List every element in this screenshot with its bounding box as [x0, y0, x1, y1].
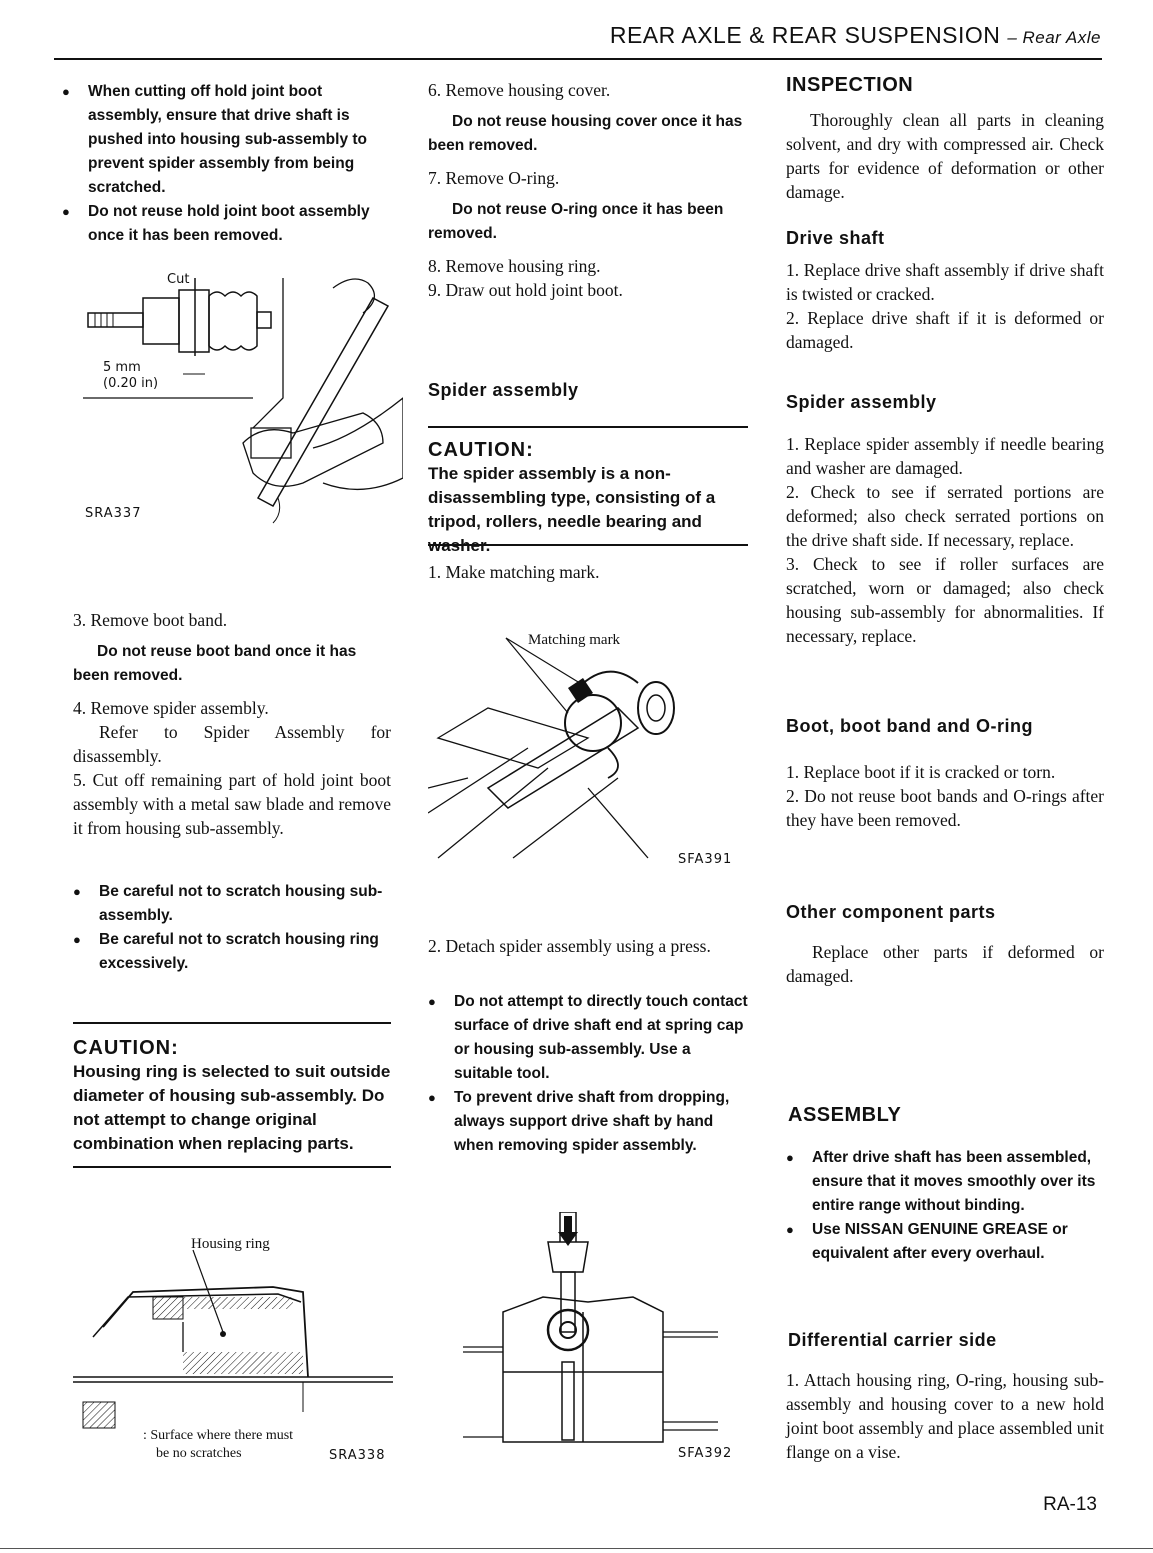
- caution-title: CAUTION:: [73, 1037, 179, 1059]
- spider-check-3: 3. Check to see if roller surfaces are scratched, worn or damaged; also check housing sub-assembly for abnormalities. If necessary, replace.: [786, 554, 1104, 646]
- step-5: 5. Cut off remaining part of hold joint boot assembly with a metal saw blade and remove it from housing sub-assembly.: [73, 770, 391, 838]
- section-heading: ASSEMBLY: [788, 1104, 902, 1126]
- step-9: 9. Draw out hold joint boot.: [428, 280, 623, 300]
- subsection-heading: Drive shaft: [786, 228, 885, 248]
- section-heading: Spider assembly: [428, 380, 579, 400]
- caution-text: The spider assembly is a non-disassembling type, consisting of a tripod, rollers, needle bearing and: [428, 464, 716, 531]
- subsection-heading: Other component parts: [786, 902, 996, 922]
- figure-code: SFA392: [678, 1446, 733, 1461]
- caution-rule-top: [73, 1022, 391, 1024]
- drive-shaft-2: 2. Replace drive shaft if it is deformed or damaged.: [786, 308, 1104, 352]
- subsection-heading: Differential carrier side: [788, 1330, 997, 1350]
- figure-sra338: [73, 1232, 393, 1432]
- fig-label-housing-ring: Housing ring: [191, 1236, 270, 1252]
- page-number: RA-13: [1043, 1494, 1097, 1515]
- inspection-text: Thoroughly clean all parts in cleaning solvent, and dry with compressed air. Check parts for evidence of deformation or other damage.: [786, 110, 1104, 202]
- figure-sfa391: [428, 628, 748, 868]
- spider-step-2: 2. Detach spider assembly using a press.: [428, 936, 711, 956]
- page-bottom-rule: [0, 1548, 1153, 1549]
- fig-label-dim-in: (0.20 in): [103, 376, 159, 391]
- caution-rule-bottom: [428, 544, 748, 546]
- step-3: 3. Remove boot band.: [73, 610, 228, 630]
- diff-step-1: 1. Attach housing ring, O-ring, housing sub-assembly and housing cover to a new hold joint boot assembly and place assembled unit flange on a vise.: [786, 1370, 1104, 1462]
- boot-check-2: 2. Do not reuse boot bands and O-rings after they have been removed.: [786, 786, 1104, 830]
- page-header: [610, 22, 1101, 49]
- caution-title: CAUTION:: [428, 439, 534, 461]
- step-8: 8. Remove housing ring.: [428, 256, 601, 276]
- drive-shaft-1: 1. Replace drive shaft assembly if drive shaft is twisted or cracked.: [786, 260, 1104, 304]
- subsection-heading: Boot, boot band and O-ring: [786, 716, 1033, 736]
- bullet-item: ● Be careful not to scratch housing sub-assembly.: [73, 880, 391, 928]
- caution-rule-bottom: [73, 1166, 391, 1168]
- spider-check-2: 2. Check to see if serrated portions are deformed; also check serrated portions on the drive shaft side. If necessary, replace.: [786, 482, 1104, 550]
- caution-rule-top: [428, 426, 748, 428]
- legend-line-2: be no scratches: [156, 1446, 242, 1461]
- step-4: 4. Remove spider assembly.: [73, 698, 269, 718]
- step-6: 6. Remove housing cover.: [428, 80, 611, 100]
- subsection-heading: Spider assembly: [786, 392, 937, 412]
- step-7-note: Do not reuse O-ring once it has been removed.: [428, 201, 724, 242]
- step-6-note: Do not reuse housing cover once it has been removed.: [428, 113, 743, 154]
- fig-label-cut: Cut: [167, 272, 190, 287]
- section-heading: INSPECTION: [786, 74, 914, 96]
- bullet-item: ● When cutting off hold joint boot assembly, ensure that drive shaft is pushed into housing sub-assembly to prevent spider assembly from being scratched.: [62, 80, 391, 200]
- bullet-item: ● After drive shaft has been assembled, ensure that it moves smoothly over its entire range without binding.: [786, 1146, 1104, 1218]
- fig-label-dim: 5 mm: [103, 360, 141, 375]
- step-4-ref: Refer to Spider Assembly for disassembly.: [73, 722, 391, 766]
- bullet-item: ● Use NISSAN GENUINE GREASE or equivalent after every overhaul.: [786, 1218, 1104, 1266]
- figure-code: SRA337: [85, 506, 142, 521]
- bullet-item: ● Do not attempt to directly touch contact surface of drive shaft end at spring cap or housing sub-assembly. Use a suitable tool.: [428, 990, 748, 1086]
- spider-check-1: 1. Replace spider assembly if needle bearing and washer are damaged.: [786, 434, 1104, 478]
- step-7: 7. Remove O-ring.: [428, 168, 560, 188]
- bullet-item: ● To prevent drive shaft from dropping, always support drive shaft by hand when removing spider assembly.: [428, 1086, 748, 1158]
- figure-code: SFA391: [678, 852, 733, 867]
- header-subtitle: – Rear Axle: [1007, 28, 1101, 47]
- figure-sfa392: [458, 1212, 748, 1460]
- fig-label-matching-mark: Matching mark: [528, 632, 621, 648]
- bullet-item: ● Do not reuse hold joint boot assembly once it has been removed.: [62, 200, 391, 248]
- caution-text: Housing ring is selected to suit outside diameter of housing sub-assembly. Do not attempt to change original combination when replacing parts.: [73, 1062, 391, 1153]
- bullet-item: ● Be careful not to scratch housing ring excessively.: [73, 928, 391, 976]
- figure-sra337: [83, 268, 403, 530]
- header-rule: [54, 58, 1102, 60]
- figure-code: SRA338: [329, 1448, 386, 1463]
- spider-step-1: 1. Make matching mark.: [428, 562, 600, 582]
- step-3-note: Do not reuse boot band once it has been removed.: [73, 643, 357, 684]
- boot-check-1: 1. Replace boot if it is cracked or torn.: [786, 762, 1056, 782]
- other-text: Replace other parts if deformed or damaged.: [786, 942, 1104, 986]
- header-title: REAR AXLE & REAR SUSPENSION: [609, 22, 1001, 48]
- legend-line-1: : Surface where there must: [143, 1428, 294, 1443]
- caution-box: [428, 438, 748, 558]
- caution-box: [73, 1036, 391, 1156]
